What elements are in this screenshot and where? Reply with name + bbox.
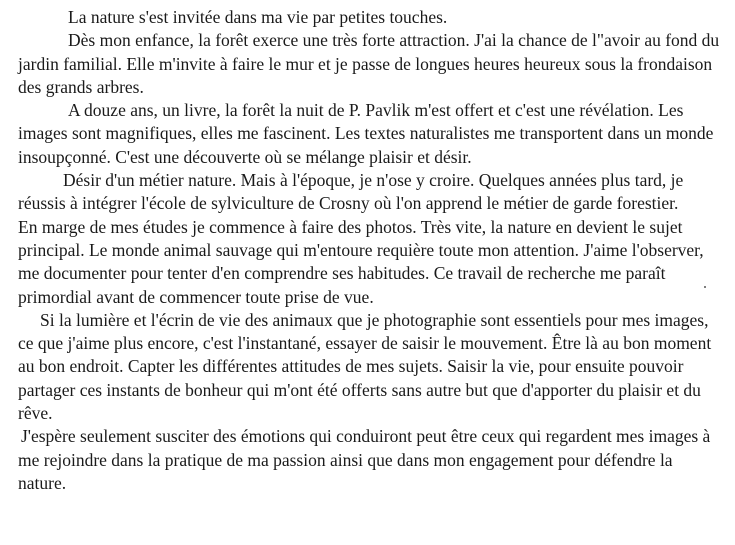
paragraph-intro: La nature s'est invitée dans ma vie par petites touches.: [68, 7, 448, 27]
paragraph-light-and-instant: Si la lumière et l'écrin de vie des animaux que je photographie sont essentiels pour mes images, ce que j'aime plus encore, c'est l'instantané, essayer de saisir le mouvement. Être là au bon moment au bon endroit. Capter les différentes attitudes de mes sujets. Saisir la vie, pour ensuite pouvoir partager ces instants de bonheur qui m'ont été offerts sans autre but que d'apporter du plaisir et du rêve.: [18, 309, 712, 424]
document-text: [18, 6, 724, 495]
paragraph-nature-career: Désir d'un métier nature. Mais à l'époque, je n'ose y croire. Quelques années plus tard, je réussis à intégrer l'école de sylviculture de Crosny où l'on apprend le métier de garde forestier.: [18, 170, 684, 214]
paragraph-hope: J'espère seulement susciter des émotions qui conduiront peut être ceux qui regardent mes images à me rejoindre dans la pratique de ma passion ainsi que dans mon engagement pour défendre la nature.: [18, 426, 711, 493]
paragraph-photography-start: En marge de mes études je commence à faire des photos. Très vite, la nature en devient le sujet principal. Le monde animal sauvage qui m'entoure requière toute mon attention. J'aime l'observer, me documenter pour tenter d'en comprendre ses habitudes. Ce travail de recherche me paraît primordial avant de commencer toute prise de vue.: [18, 216, 704, 307]
paragraph-book-revelation: A douze ans, un livre, la forêt la nuit de P. Pavlik m'est offert et c'est une révélation. Les images sont magnifiques, elles me fascinent. Les textes naturalistes me transportent dans un monde insoupçonné. C'est une découverte où se mélange plaisir et désir.: [18, 100, 714, 167]
paragraph-childhood: Dès mon enfance, la forêt exerce une très forte attraction. J'ai la chance de l"avoir au fond du jardin familial. Elle m'invite à faire le mur et je passe de longues heures heureux sous la frondaison des grands arbres.: [18, 30, 720, 97]
scan-speck: [704, 286, 706, 288]
